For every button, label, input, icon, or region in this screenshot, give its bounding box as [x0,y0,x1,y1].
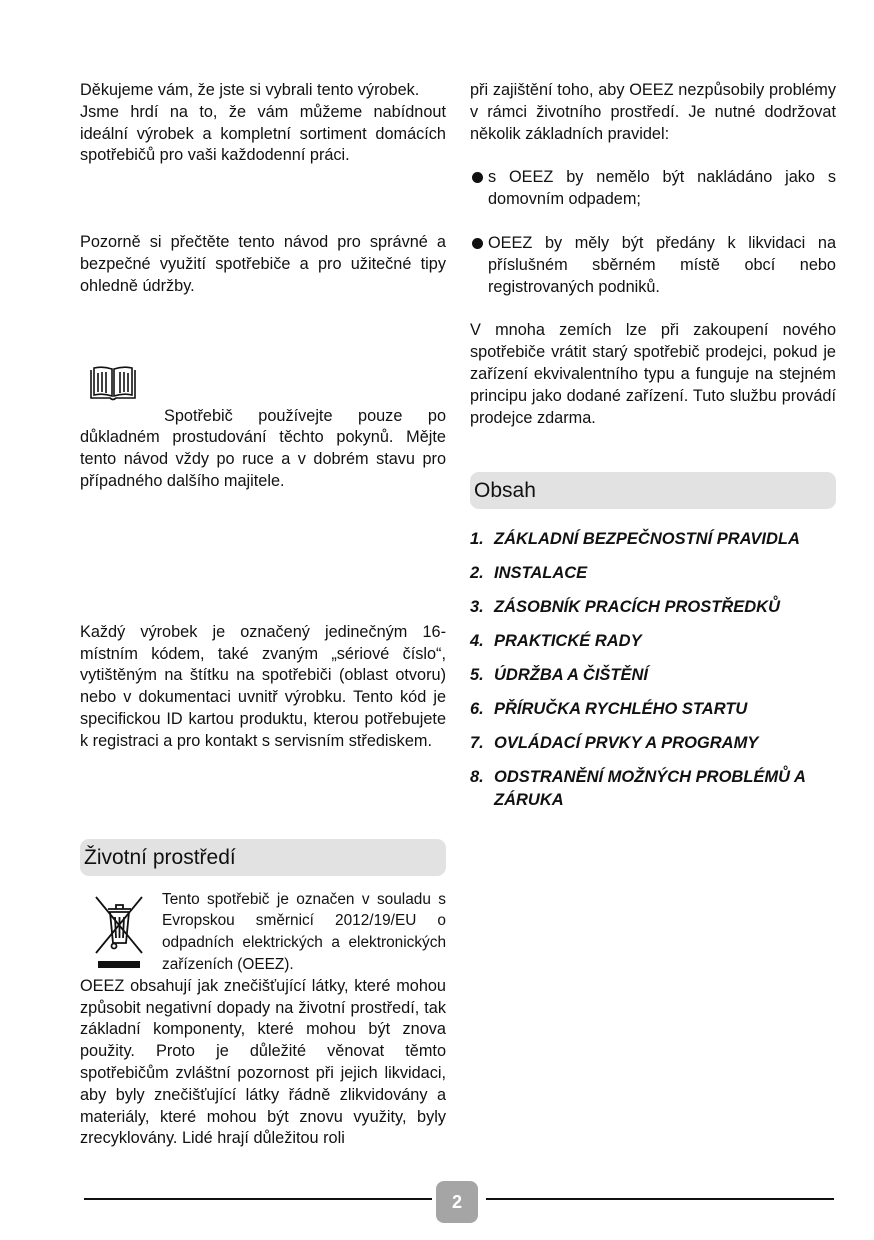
open-book-icon [88,365,138,403]
toc-item[interactable]: 3. ZÁSOBNÍK PRACÍCH PROSTŘEDKŮ [470,598,781,617]
footer-rule-left [84,1198,432,1200]
crossed-out-bin-icon [94,891,144,971]
serial-number-paragraph: Každý výrobek je označený jedinečným 16-místním kódem, také zvaným „sériové číslo“, vytištěným na štítku na spotřebiči (oblast otvoru) nebo v dokumentaci uvnitř výrobku. Tento kód je specifickou ID kartou produktu, kterou potřebujete k registraci a pro kontakt s servisním střediskem. [80,622,446,750]
toc-item[interactable]: 2. INSTALACE [470,564,588,583]
intro-proud: Jsme hrdí na to, že vám můžeme nabídnout ideální výrobek a kompletní sortiment domácích spotřebičů pro vaši každodenní práci. [80,102,446,165]
page-number-badge: 2 [436,1181,478,1223]
bullet-dot-icon [472,238,483,249]
left-column [80,80,446,1150]
manual-note [80,406,446,493]
right-column [470,80,836,823]
bullet-text: OEEZ by měly být předány k likvidaci na příslušném sběrném místě obcí nebo registrovaných podniků. [488,233,836,296]
toc-item[interactable]: 6. PŘÍRUČKA RYCHLÉHO STARTU [470,700,748,719]
return-policy-paragraph: V mnoha zemích lze při zakoupení nového spotřebiče vrátit starý spotřebič prodejci, pokud je zařízení ekvivalentního typu a funguje na stejném principu jako dodané zařízení. Tuto službu provádí prodejce zdarma. [470,321,836,427]
toc-item[interactable]: 8. ODSTRANĚNÍ MOŽNÝCH PROBLÉMŮ A ZÁRUKA [470,768,806,809]
bullet-text: s OEEZ by nemělo být nakládáno jako s domovním odpadem; [488,168,836,209]
environment-heading: Životní prostředí [80,839,446,876]
toc-item[interactable]: 4. PRAKTICKÉ RADY [470,632,642,651]
intro-thanks: Děkujeme vám, že jste si vybrali tento výrobek. [80,81,420,99]
manual-note-text: Spotřebič používejte pouze po důkladném prostudování těchto pokynů. Mějte tento návod vždy po ruce a v dobrém stavu pro případného dalšího majitele. [80,406,446,490]
toc-item[interactable]: 7. OVLÁDACÍ PRVKY A PROGRAMY [470,734,759,753]
toc-item[interactable]: 1. ZÁKLADNÍ BEZPEČNOSTNÍ PRAVIDLA [470,530,800,549]
weee-block [80,889,446,976]
bullet-item [470,167,836,211]
toc-item[interactable]: 5. ÚDRŽBA A ČIŠTĚNÍ [470,666,648,685]
read-carefully-paragraph: Pozorně si přečtěte tento návod pro správné a bezpečné využití spotřebiče a pro užitečné tipy ohledně údržby. [80,233,446,295]
weee-directive-text: Tento spotřebič je označen v souladu s Evropskou směrnicí 2012/19/EU o odpadních elektrických a elektronických zařízeních (OEEZ). [162,890,446,973]
contents-heading: Obsah [470,472,836,509]
table-of-contents [470,528,836,811]
environment-body: OEEZ obsahují jak znečišťující látky, které mohou způsobit negativní dopady na životní prostředí, tak základní komponenty, které mohou být znova použity. Proto je důležité věnovat těmto spotřebičům zvláštní pozornost při jejich likvidaci, aby byly znečišťující látky řádně zlikvidovány a materiály, které mohou být znovu využity, byly zrecyklovány. Lidé hrají důležitou roli [80,976,446,1148]
bullet-dot-icon [472,172,483,183]
footer-rule-right [486,1198,834,1200]
bullet-item [470,233,836,298]
environment-continuation: při zajištění toho, aby OEEZ nezpůsobily problémy v rámci životního prostředí. Je nutné dodržovat několik základních pravidel: [470,81,836,143]
